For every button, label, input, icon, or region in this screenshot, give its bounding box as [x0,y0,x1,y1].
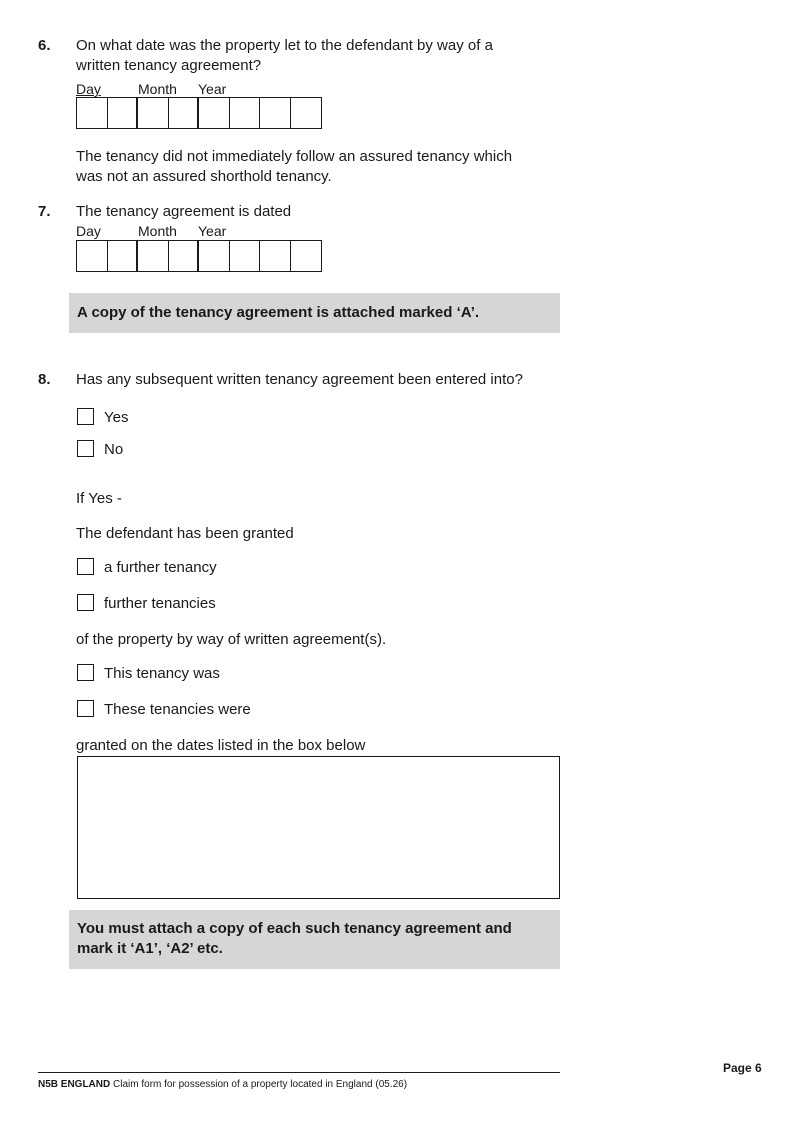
date-cell[interactable] [108,241,139,271]
q7-notice-text: A copy of the tenancy agreement is attached marked ‘A’. [77,304,480,321]
month-label: Month [138,223,177,239]
page-number: Page 6 [723,1061,762,1075]
tenancy-dates-textbox[interactable] [77,756,560,899]
date-cell[interactable] [108,98,139,128]
this-tenancy-was-checkbox[interactable] [77,664,94,681]
q7-attachment-notice [69,293,560,333]
q8-notice-line1: You must attach a copy of each such tenancy agreement and [77,920,512,937]
date-cell[interactable] [260,98,291,128]
question-6-text-line2: written tenancy agreement? [76,57,262,74]
date-cell[interactable] [138,241,169,271]
dates-intro-text: granted on the dates listed in the box below [76,737,366,754]
form-code: N5B ENGLAND [38,1079,111,1090]
granted-intro-text: The defendant has been granted [76,525,294,542]
these-tenancies-were-label: These tenancies were [104,701,251,718]
date-cell[interactable] [230,241,261,271]
footer [38,1079,407,1091]
footer-divider [38,1072,560,1073]
month-label: Month [138,81,177,97]
year-label: Year [198,81,227,97]
day-label: Day [76,81,101,97]
q8-attachment-notice [69,910,560,969]
question-number-8: 8. [38,371,51,388]
question-8-text: Has any subsequent written tenancy agreement been entered into? [76,371,523,388]
no-checkbox[interactable] [77,440,94,457]
further-tenancies-checkbox[interactable] [77,594,94,611]
date-cell[interactable] [291,241,322,271]
year-label: Year [198,223,227,239]
yes-checkbox[interactable] [77,408,94,425]
question-7-text: The tenancy agreement is dated [76,203,292,220]
if-yes-text: If Yes - [76,490,122,507]
q6-note-line2: was not an assured shorthold tenancy. [76,168,332,185]
date-cell[interactable] [230,98,261,128]
question-6-text-line1: On what date was the property let to the defendant by way of a [76,37,493,54]
date-cell[interactable] [77,241,108,271]
further-tenancy-checkbox[interactable] [77,558,94,575]
these-tenancies-were-checkbox[interactable] [77,700,94,717]
further-tenancy-label: a further tenancy [104,559,217,576]
q6-note-line1: The tenancy did not immediately follow an assured tenancy which [76,148,513,165]
yes-label: Yes [104,409,129,426]
of-property-text: of the property by way of written agreement(s). [76,631,387,648]
date-cell[interactable] [291,98,322,128]
date-cell[interactable] [199,98,230,128]
further-tenancies-label: further tenancies [104,595,216,612]
date-cell[interactable] [169,98,200,128]
form-title: Claim form for possession of a property located in England (05.26) [113,1079,408,1090]
date-cell[interactable] [77,98,108,128]
date-input-q7[interactable] [76,240,322,272]
this-tenancy-was-label: This tenancy was [104,665,220,682]
question-number-6: 6. [38,37,51,54]
date-cell[interactable] [199,241,230,271]
date-labels-q7 [76,223,326,239]
no-label: No [104,441,124,458]
date-labels-q6 [76,81,326,97]
date-cell[interactable] [260,241,291,271]
date-input-q6[interactable] [76,97,322,129]
question-number-7: 7. [38,203,51,220]
q8-notice-line2: mark it ‘A1’, ‘A2’ etc. [77,940,223,957]
date-cell[interactable] [138,98,169,128]
day-label: Day [76,223,101,239]
date-cell[interactable] [169,241,200,271]
